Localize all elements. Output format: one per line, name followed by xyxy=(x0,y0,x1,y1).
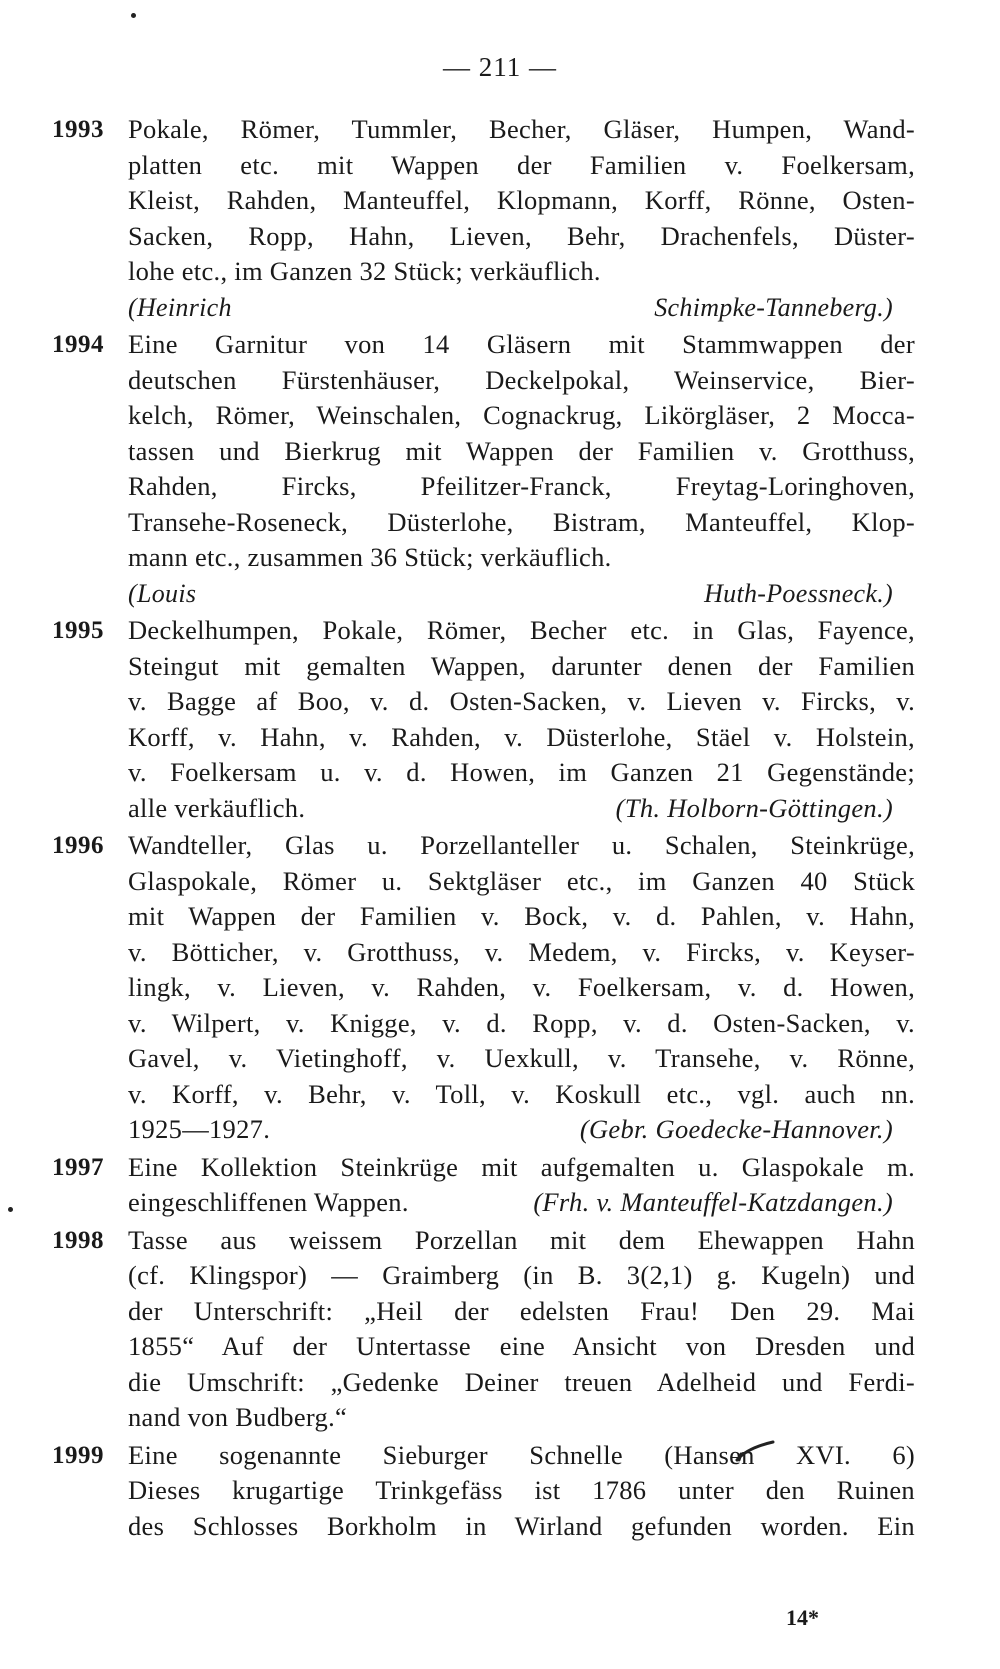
entry-line: Transehe-Roseneck, Düsterlohe, Bistram, Manteuffel, Klop- xyxy=(128,506,915,537)
entry-source: (Gebr. Goedecke-Hannover.) xyxy=(579,1114,893,1144)
entry-line: Pokale, Römer, Tummler, Becher, Gläser, Humpen, Wand- xyxy=(128,114,915,144)
entry-line: Eine Garnitur von 14 Gläsern mit Stammwappen der xyxy=(128,329,915,359)
entry-line: Glaspokale, Römer u. Sektgläser etc., im Ganzen 40 Stück xyxy=(128,865,915,896)
signature-mark: 14* xyxy=(786,1605,819,1630)
entry-line: lingk, v. Lieven, v. Rahden, v. Foelkersam, v. d. Howen, xyxy=(128,972,915,1002)
entry-line: Eine Kollektion Steinkrüge mit aufgemalten u. Glaspokale m. xyxy=(128,1151,915,1182)
entry-line: nand von Budberg.“ xyxy=(128,1402,348,1432)
entry-text xyxy=(128,828,915,1148)
entry-text xyxy=(128,1223,915,1436)
entry-number: 1995 xyxy=(52,617,104,644)
entry-line: des Schlosses Borkholm in Wirland gefunden worden. Ein xyxy=(128,1510,915,1541)
entry-line: lohe etc., im Ganzen 32 Stück; verkäuflich. xyxy=(128,256,601,286)
catalog-entry-1995 xyxy=(0,613,1000,826)
entry-line: mann etc., zusammen 36 Stück; verkäuflich. xyxy=(128,542,612,572)
entry-text xyxy=(128,112,915,325)
print-speck xyxy=(8,1207,13,1212)
entry-line: Rahden, Fircks, Pfeilitzer-Franck, Freytag-Loringhoven, xyxy=(128,471,915,501)
catalog-entry-1993 xyxy=(0,112,1000,325)
entry-line: Eine sogenannte Sieburger Schnelle (Hansen XVI. 6) xyxy=(128,1439,915,1470)
entry-number: 1998 xyxy=(52,1226,104,1254)
entry-line: deutschen Fürstenhäuser, Deckelpokal, Weinservice, Bier- xyxy=(128,364,915,395)
entry-text xyxy=(128,1150,915,1221)
entry-line: Sacken, Ropp, Hahn, Lieven, Behr, Drachenfels, Düster- xyxy=(128,220,915,251)
entry-line: (cf. Klingspor) — Graimberg (in B. 3(2,1) g. Kugeln) und xyxy=(128,1260,915,1290)
entry-line: v. Wilpert, v. Knigge, v. d. Ropp, v. d. Osten-Sacken, v. xyxy=(128,1007,915,1038)
entry-line: v. Bagge af Boo, v. d. Osten-Sacken, v. Lieven v. Fircks, v. xyxy=(128,686,915,716)
entry-line: Deckelhumpen, Pokale, Römer, Becher etc. in Glas, Fayence, xyxy=(128,615,915,645)
entry-text xyxy=(128,1438,915,1545)
entry-number: 1997 xyxy=(52,1153,104,1181)
entry-number: 1993 xyxy=(52,116,104,143)
entry-line-text: 1925—1927. xyxy=(128,1114,271,1144)
entry-line: 1855“ Auf der Untertasse eine Ansicht von Dresden und xyxy=(128,1331,915,1361)
entry-line: Tasse aus weissem Porzellan mit dem Ehewappen Hahn xyxy=(128,1224,915,1255)
entry-line: Wandteller, Glas u. Porzellanteller u. Schalen, Steinkrüge, xyxy=(128,830,915,860)
entry-number: 1999 xyxy=(52,1441,104,1469)
print-speck xyxy=(131,13,136,18)
entry-line: platten etc. mit Wappen der Familien v. Foelkersam, xyxy=(128,149,915,180)
entry-source: (Louis Huth-Poessneck.) xyxy=(128,578,893,608)
catalog-entry-1996 xyxy=(0,828,1000,1148)
entry-line: Kleist, Rahden, Manteuffel, Klopmann, Korff, Rönne, Osten- xyxy=(128,185,915,215)
catalog-entry-1998 xyxy=(0,1223,1000,1436)
entry-text xyxy=(128,327,915,611)
entry-line: Steingut mit gemalten Wappen, darunter denen der Familien xyxy=(128,650,915,681)
entry-line: kelch, Römer, Weinschalen, Cognackrug, Likörgläser, 2 Mocca- xyxy=(128,400,915,430)
entry-line: v. Bötticher, v. Grotthuss, v. Medem, v. Fircks, v. Keyser- xyxy=(128,936,915,967)
entry-line: tassen und Bierkrug mit Wappen der Familien v. Grotthuss, xyxy=(128,435,915,466)
entry-line: v. Korff, v. Behr, v. Toll, v. Koskull etc., vgl. auch nn. xyxy=(128,1078,915,1109)
entry-text xyxy=(128,613,915,826)
entry-line: v. Foelkersam u. v. d. Howen, im Ganzen 21 Gegenstände; xyxy=(128,757,915,787)
entry-line: mit Wappen der Familien v. Bock, v. d. Pahlen, v. Hahn, xyxy=(128,901,915,931)
entry-source: (Heinrich Schimpke-Tanneberg.) xyxy=(128,292,893,322)
page-number: — 211 — xyxy=(443,52,557,82)
entry-number: 1994 xyxy=(52,331,104,358)
entry-list xyxy=(0,112,1000,1546)
entry-line xyxy=(128,1185,915,1221)
catalog-entry-1999 xyxy=(0,1438,1000,1545)
entry-line: die Umschrift: „Gedenke Deiner treuen Adelheid und Ferdi- xyxy=(128,1366,915,1397)
entry-line: Gavel, v. Vietinghoff, v. Uexkull, v. Transehe, v. Rönne, xyxy=(128,1043,915,1073)
pencil-tick-mark xyxy=(733,1438,777,1464)
entry-line: Dieses krugartige Trinkgefäss ist 1786 unter den Ruinen xyxy=(128,1475,915,1505)
entry-source: (Frh. v. Manteuffel-Katzdangen.) xyxy=(533,1187,893,1217)
entry-line-text: alle verkäuflich. xyxy=(128,792,306,823)
catalog-entry-1994 xyxy=(0,327,1000,611)
entry-source: (Th. Holborn-Göttingen.) xyxy=(615,792,893,823)
entry-line-text: eingeschliffenen Wappen. xyxy=(128,1187,409,1217)
entry-line xyxy=(128,791,915,827)
catalog-entry-1997 xyxy=(0,1150,1000,1221)
entry-line xyxy=(128,1112,915,1148)
entry-line: der Unterschrift: „Heil der edelsten Frau! Den 29. Mai xyxy=(128,1295,915,1326)
entry-line: Korff, v. Hahn, v. Rahden, v. Düsterlohe, Stäel v. Holstein, xyxy=(128,721,915,752)
entry-number: 1996 xyxy=(52,832,104,859)
